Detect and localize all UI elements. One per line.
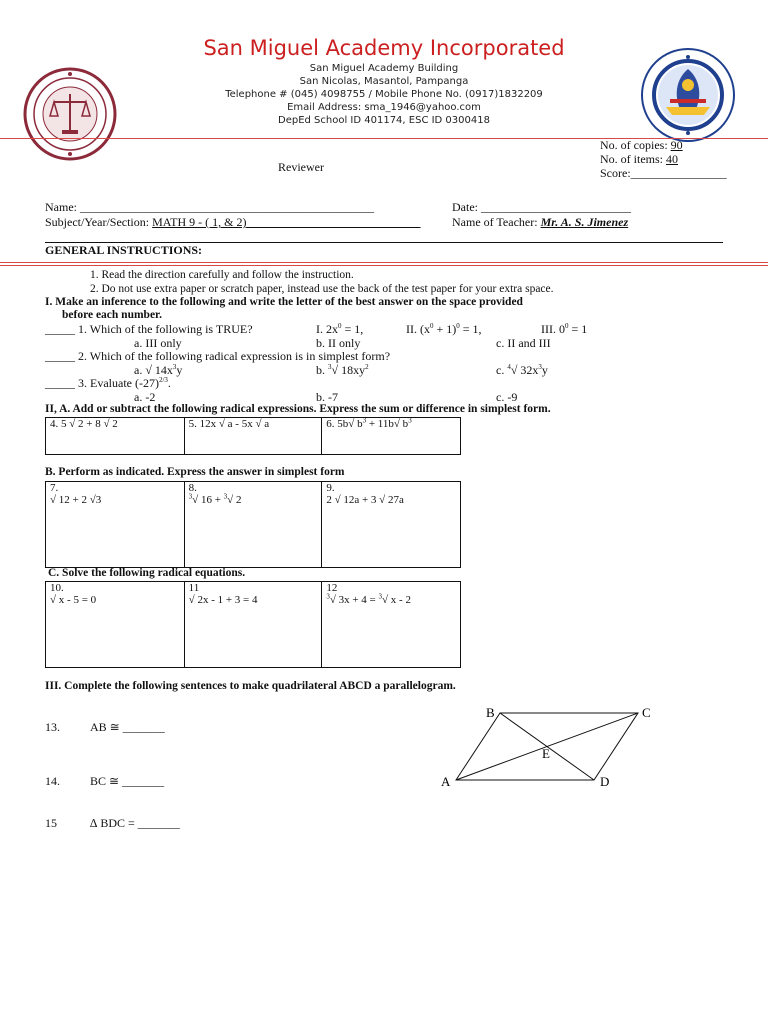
subject-blank: _____________________________ [246,215,421,229]
answer-cell[interactable] [184,482,322,568]
choice-text: √ 32x [510,363,539,377]
document-title: Reviewer [278,160,324,174]
teacher-line [452,215,628,230]
statement-text: = 1, [341,322,364,336]
part2c-table [45,581,461,668]
vertex-label-d: D [600,774,610,789]
answer-cell[interactable] [322,482,461,568]
instruction-item: 2. Do not use extra paper or scratch paper, instead use the back of the test paper for your extra space. [90,283,554,295]
choice-c[interactable]: c. -9 [496,390,518,404]
part2a-heading: II, A. Add or subtract the following radical expressions. Express the sum or difference in simplest form. [45,403,551,415]
root-index: 3 [328,363,332,371]
exponent: 2 [365,363,369,371]
problem-text: √ x - 2 [382,594,411,606]
school-email: Email Address: sma_1946@yahoo.com [287,102,481,113]
choice-text: c. [496,363,508,377]
question-2 [45,349,390,364]
exponent: 3 [408,416,412,425]
part2c-heading: C. Solve the following radical equations. [48,567,246,579]
problem-number: 11 [188,582,200,594]
choice-b[interactable] [316,363,369,378]
choice-c[interactable] [496,363,548,378]
fill-in-item[interactable]: AB ≅ _______ [90,720,165,734]
choice-b[interactable]: b. II only [316,336,361,350]
choice-a[interactable]: a. III only [134,336,182,350]
choice-text: b. [316,363,328,377]
problem-text: + 11b√ b [366,418,409,430]
part2a-table [45,417,461,455]
school-name: San Miguel Academy Incorporated [203,36,565,60]
choice-text: √ 18xy [331,363,366,377]
part2b-heading: B. Perform as indicated. Express the answer in simplest form [45,466,345,478]
choice-a[interactable]: a. -2 [134,390,156,404]
statement-text: I. 2x [316,322,338,336]
exponent: 2/3 [158,376,168,384]
problem-text: 5. 12x √ a - 5x √ a [188,418,270,430]
statement-text: III. 0 [541,322,565,336]
choice-c[interactable]: c. II and III [496,336,551,350]
statement-text: = 1, [459,322,482,336]
date-field[interactable]: Date: _________________________ [452,200,631,214]
problem-text: 6. 5b√ b [326,418,363,430]
part1-heading-cont: before each number. [62,309,162,321]
q1-statement-3 [541,322,587,337]
question-text: 2. Which of the following radical expression is in simplest form? [78,349,391,363]
question-text: 3. Evaluate (-27) [78,376,159,390]
items-label: No. of items: [600,152,666,166]
answer-cell[interactable] [184,418,322,455]
school-building: San Miguel Academy Building [309,63,459,74]
q1-statement-1 [316,322,363,337]
root-index: 3 [188,492,193,501]
exponent: 0 [565,322,569,330]
instructions-divider [0,262,768,263]
subject-value: MATH 9 - ( 1, & 2) [152,215,247,229]
choice-text: y [176,363,183,377]
choice-b[interactable]: b. -7 [316,390,338,404]
copies-line [600,138,683,153]
exponent: 0 [338,322,342,330]
answer-cell[interactable] [46,418,185,455]
answer-cell[interactable] [322,418,461,455]
answer-blank[interactable]: _____ [45,322,75,336]
exponent: 0 [456,322,460,330]
deped-seal-logo [640,47,736,143]
school-address: San Nicolas, Masantol, Pampanga [299,76,469,87]
root-index: 3 [326,592,330,601]
answer-cell[interactable] [184,582,322,668]
school-telephone: Telephone # (045) 4098755 / Mobile Phone No. (0917)1832209 [225,89,543,100]
problem-number: 12 [326,582,338,594]
statement-text: = 1 [568,322,588,336]
instructions-heading: GENERAL INSTRUCTIONS: [45,243,203,257]
problem-number: 8. [188,482,197,494]
answer-blank[interactable]: _____ [45,376,75,390]
answer-cell[interactable] [46,582,185,668]
question-3 [45,376,171,391]
problem-text: √ 16 + [192,494,224,506]
q1-statement-2 [406,322,482,337]
name-field[interactable]: Name: _________________________________________________ [45,200,374,214]
question-1 [45,322,253,337]
vertex-label-c: C [642,705,651,720]
item-number: 14. [45,774,60,788]
answer-blank[interactable]: _____ [45,349,75,363]
root-index: 3 [223,492,228,501]
problem-number: 10. [50,582,64,594]
vertex-label-a: A [441,774,451,789]
problem-text: 2 √ 12a + 3 √ 27a [326,494,404,506]
answer-cell[interactable] [46,482,185,568]
answer-cell[interactable] [322,582,461,668]
fill-in-item[interactable]: ∆ BDC = _______ [90,816,180,830]
root-index: 3 [378,592,383,601]
root-index: 4 [507,363,511,371]
exponent: 3 [538,363,542,371]
exponent: 3 [172,363,177,371]
item-number: 13. [45,720,60,734]
problem-number: 7. [50,482,59,494]
problem-number: 9. [326,482,335,494]
problem-text: 4. 5 √ 2 + 8 √ 2 [50,418,118,430]
copies-label: No. of copies: [600,138,671,152]
item-number: 15 [45,816,57,830]
question-text: . [167,376,171,390]
part3-heading: III. Complete the following sentences to make quadrilateral ABCD a parallelogram. [45,680,456,692]
school-deped-id: DepEd School ID 401174, ESC ID 0300418 [278,115,490,126]
problem-text: √ 2 [227,494,242,506]
problem-text: √ 2x - 1 + 3 = 4 [188,594,258,606]
problem-text: √ 12 + 2 √3 [50,494,102,506]
part1-heading: I. Make an inference to the following and write the letter of the best answer on the space provided [45,296,523,308]
teacher-label: Name of Teacher: [452,215,541,229]
items-value: 40 [666,152,678,166]
statement-text: + 1) [433,322,457,336]
items-line [600,152,678,167]
score-line: Score:________________ [600,166,727,180]
statement-text: II. (x [406,322,430,336]
subject-line [45,215,420,230]
part2b-table [45,481,461,568]
problem-text: √ x - 5 = 0 [50,594,97,606]
choice-text: y [541,363,548,377]
intersection-label-e: E [542,746,550,761]
vertex-label-b: B [486,705,495,720]
subject-label: Subject/Year/Section: [45,215,153,229]
copies-value: 90 [670,138,683,152]
teacher-name: Mr. A. S. Jimenez [540,215,629,229]
choice-text: a. √ 14x [134,363,173,377]
fill-in-item[interactable]: BC ≅ _______ [90,774,165,788]
instructions-divider-2 [0,265,768,266]
exponent: 0 [430,322,434,330]
instruction-item: 1. Read the direction carefully and follow the instruction. [90,269,354,281]
problem-text: √ 3x + 4 = [329,594,379,606]
parallelogram-diagram [430,700,670,800]
exponent: 3 [362,416,367,425]
question-text: 1. Which of the following is TRUE? [78,322,253,336]
